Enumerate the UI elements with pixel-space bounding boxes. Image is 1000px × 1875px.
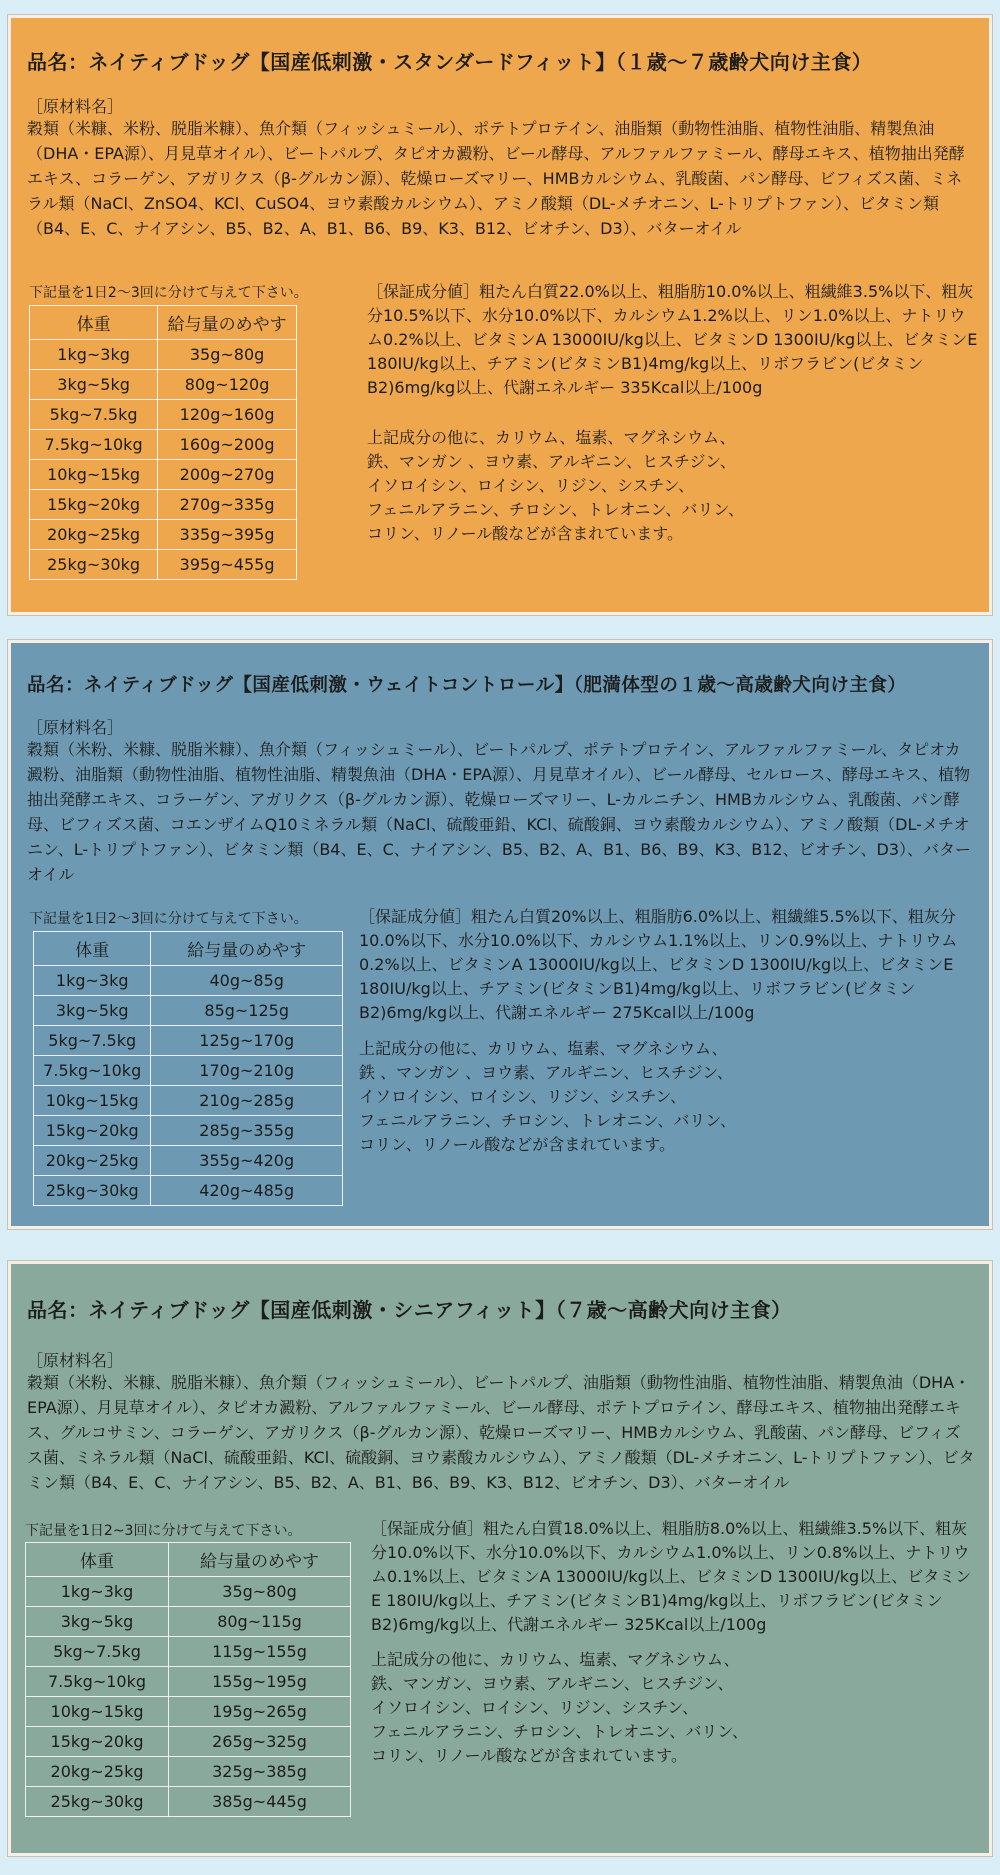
table-cell: 7.5kg~10kg — [26, 1667, 169, 1697]
guaranteed-analysis — [371, 1517, 981, 1637]
table-cell: 355g~420g — [151, 1146, 343, 1176]
table-cell: 25kg~30kg — [30, 550, 158, 580]
table-cell: 270g~335g — [158, 490, 297, 520]
table-cell: 1kg~3kg — [30, 340, 158, 370]
table-header-row — [34, 932, 343, 966]
table-cell: 25kg~30kg — [34, 1176, 151, 1206]
table-row — [34, 996, 343, 1026]
table-cell: 120g~160g — [158, 400, 297, 430]
guaranteed-label: ［保証成分値］ — [359, 907, 472, 926]
table-cell: 1kg~3kg — [26, 1577, 169, 1607]
table-header-row — [26, 1543, 351, 1577]
table-header-row — [30, 306, 297, 340]
other-line: フェニルアラニン、チロシン、トレオニン、バリン、 — [371, 1722, 749, 1741]
table-cell: 10kg~15kg — [34, 1086, 151, 1116]
table-cell: 15kg~20kg — [34, 1116, 151, 1146]
table-cell: 85g~125g — [151, 996, 343, 1026]
guaranteed-text: 粗たん白質18.0%以上、粗脂肪8.0%以上、粗繊維3.5%以下、粗灰分10.0%以下、水分10.0%以下、カルシウム1.0%以上、リン0.8%以上、ナトリウム0.1%以上、ビタミンA 13000IU/kg以上、ビタミンD 1300IU/kg以上、ビタミンE 180IU/kg以上、チアミン(ビタミンB1)4mg/kg以上、リボフラビン(ビタミンB2)6mg/kg以上、代謝エネルギー 325Kcal以上/100g — [371, 1519, 972, 1634]
feeding-note: 下記量を1日2～3回に分けて与えて下さい。 — [29, 285, 308, 301]
table-cell: 15kg~20kg — [26, 1727, 169, 1757]
table-cell: 10kg~15kg — [30, 460, 158, 490]
product-title: 品名：ネイティブドッグ【国産低刺激・スタンダードフィット】（１歳～７歳齢犬向け主食） — [27, 50, 873, 74]
table-cell: 7.5kg~10kg — [34, 1056, 151, 1086]
table-cell: 35g~80g — [169, 1577, 351, 1607]
table-cell: 285g~355g — [151, 1116, 343, 1146]
table-row — [26, 1607, 351, 1637]
table-row — [26, 1637, 351, 1667]
table-cell: 3kg~5kg — [34, 996, 151, 1026]
feeding-table — [33, 931, 343, 1206]
feeding-note: 下記量を1日2～3回に分けて与えて下さい。 — [29, 911, 308, 927]
table-cell: 195g~265g — [169, 1697, 351, 1727]
product-panel-weight-control — [8, 640, 992, 1229]
guaranteed-analysis — [359, 905, 981, 1025]
ingredients-text: 穀類（米糠、米粉、脱脂米糠）、魚介類（フィッシュミール）、ポテトプロテイン、油脂類（動物性油脂、植物性油脂、精製魚油（DHA・EPA源）、月見草オイル）、ビートパルプ、タピオカ澱粉、ビール酵母、アルファルファミール、酵母エキス、植物抽出発酵エキス、コラーゲン、アガリクス（β-グルカン源）、乾燥ローズマリー、HMBカルシウム、乳酸菌、パン酵母、ビフィズス菌、ミネラル類（NaCl、ZnSO4、KCl、CuSO4、ヨウ素酸カルシウム）、アミノ酸類（DL-メチオニン、L-トリプトファン）、ビタミン類（B4、E、C、ナイアシン、B5、B2、A、B1、B6、B9、K3、B12、ビオチン、D3）、バターオイル — [27, 119, 965, 238]
table-cell: 335g~395g — [158, 520, 297, 550]
table-row — [26, 1577, 351, 1607]
table-row — [26, 1787, 351, 1817]
other-line: コリン、リノール酸などが含まれています。 — [359, 1135, 676, 1154]
table-cell: 25kg~30kg — [26, 1787, 169, 1817]
table-cell: 3kg~5kg — [30, 370, 158, 400]
table-row — [30, 340, 297, 370]
ingredients-text: 穀類（米粉、米糠、脱脂米糠）、魚介類（フィッシュミール）、ビートパルプ、ポテトプロテイン、アルファルファミール、タピオカ澱粉、油脂類（動物性油脂、植物性油脂、精製魚油（DHA・EPA源）、月見草オイル）、ビール酵母、セルロース、酵母エキス、植物抽出発酵エキス、コラーゲン、アガリクス（β-グルカン源）、乾燥ローズマリー、L-カルニチン、HMBカルシウム、乳酸菌、パン酵母、ビフィズス菌、コエンザイムQ10ミネラル類（NaCl、硫酸亜鉛、KCl、硫酸銅、ヨウ素酸カルシウム）、アミノ酸類（DL-メチオニン、L-トリプトファン）、ビタミン類（B4、E、C、ナイアシン、B5、B2、A、B1、B6、B9、K3、B12、ビオチン、D3）、バターオイル — [27, 740, 971, 884]
table-cell: 20kg~25kg — [30, 520, 158, 550]
table-cell: 15kg~20kg — [30, 490, 158, 520]
table-cell: 210g~285g — [151, 1086, 343, 1116]
table-cell: 160g~200g — [158, 430, 297, 460]
other-line: 上記成分の他に、カリウム、塩素、マグネシウム、 — [371, 1650, 740, 1669]
table-row — [34, 1056, 343, 1086]
table-cell: 80g~120g — [158, 370, 297, 400]
ingredients-label: ［原材料名］ — [27, 97, 124, 116]
table-header-weight: 体重 — [26, 1543, 169, 1577]
table-cell: 7.5kg~10kg — [30, 430, 158, 460]
ingredients-label: ［原材料名］ — [27, 718, 124, 737]
table-header-amount: 給与量のめやす — [169, 1543, 351, 1577]
other-line: 鉄、マンガン、ヨウ素、アルギニン、ヒスチジン、 — [371, 1674, 734, 1693]
table-row — [34, 1176, 343, 1206]
table-row — [34, 1086, 343, 1116]
table-cell: 385g~445g — [169, 1787, 351, 1817]
ingredients-text: 穀類（米粉、米糠、脱脂米糠）、魚介類（フィッシュミール）、ビートパルプ、油脂類（動物性油脂、植物性油脂、精製魚油（DHA・EPA源）、月見草オイル）、タピオカ澱粉、アルファルファミール、ビール酵母、ポテトプロテイン、酵母エキス、植物抽出発酵エキス、グルコサミン、コラーゲン、アガリクス（β-グルカン源）、乾燥ローズマリー、HMBカルシウム、乳酸菌、パン酵母、ビフィズス菌、ミネラル類（NaCl、硫酸亜鉛、KCl、硫酸銅、ヨウ素酸カルシウム）、アミノ酸類（DL-メチオニン、L-トリプトファン）、ビタミン類（B4、E、C、ナイアシン、B5、B2、A、B1、B6、B9、K3、B12、ビオチン、D3）、バターオイル — [27, 1373, 975, 1492]
other-line: フェニルアラニン、チロシン、トレオニン、バリン、 — [367, 500, 745, 519]
table-row — [30, 490, 297, 520]
table-cell: 20kg~25kg — [34, 1146, 151, 1176]
table-cell: 200g~270g — [158, 460, 297, 490]
other-line: 上記成分の他に、カリウム、塩素、マグネシウム、 — [367, 428, 736, 447]
other-line: コリン、リノール酸などが含まれています。 — [371, 1746, 688, 1765]
table-cell: 170g~210g — [151, 1056, 343, 1086]
other-line: イソロイシン、ロイシン、リジン、シスチン、 — [367, 476, 695, 495]
table-row — [34, 1026, 343, 1056]
other-nutrients — [367, 426, 744, 546]
table-cell: 325g~385g — [169, 1757, 351, 1787]
table-cell: 420g~485g — [151, 1176, 343, 1206]
table-cell: 155g~195g — [169, 1667, 351, 1697]
table-cell: 10kg~15kg — [26, 1697, 169, 1727]
table-header-amount: 給与量のめやす — [151, 932, 343, 966]
table-row — [30, 400, 297, 430]
guaranteed-label: ［保証成分値］ — [371, 1519, 484, 1538]
other-nutrients — [371, 1648, 748, 1768]
table-row — [30, 460, 297, 490]
ingredients-label: ［原材料名］ — [27, 1351, 124, 1370]
table-cell: 125g~170g — [151, 1026, 343, 1056]
table-row — [34, 1146, 343, 1176]
table-row — [30, 370, 297, 400]
table-cell: 5kg~7.5kg — [30, 400, 158, 430]
table-row — [30, 430, 297, 460]
table-cell: 115g~155g — [169, 1637, 351, 1667]
table-header-amount: 給与量のめやす — [158, 306, 297, 340]
table-row — [26, 1757, 351, 1787]
feeding-table — [29, 305, 297, 580]
product-panel-senior — [8, 1261, 992, 1856]
table-row — [26, 1697, 351, 1727]
feeding-note: 下記量を1日2~3回に分けて与えて下さい。 — [25, 1523, 302, 1539]
other-line: 鉄 、マンガン 、ヨウ素、アルギニン、ヒスチジン、 — [359, 1063, 733, 1082]
table-cell: 20kg~25kg — [26, 1757, 169, 1787]
other-line: イソロイシン、ロイシン、リジン、シスチン、 — [359, 1087, 687, 1106]
table-cell: 1kg~3kg — [34, 966, 151, 996]
table-row — [34, 966, 343, 996]
other-nutrients — [359, 1037, 736, 1157]
other-line: イソロイシン、ロイシン、リジン、シスチン、 — [371, 1698, 699, 1717]
guaranteed-text: 粗たん白質20%以上、粗脂肪6.0%以上、粗繊維5.5%以下、粗灰分10.0%以下、水分10.0%以下、カルシウム1.1%以上、リン0.9%以上、ナトリウム0.2%以上、ビタミンA 13000IU/kg以上、ビタミンD 1300IU/kg以上、ビタミンE 180IU/kg以上、チアミン(ビタミンB1)4mg/kg以上、リボフラビン(ビタミンB2)6mg/kg以上、代謝エネルギー 275Kcal以上/100g — [359, 907, 958, 1022]
table-cell: 80g~115g — [169, 1607, 351, 1637]
other-line: フェニルアラニン、チロシン、トレオニン、バリン、 — [359, 1111, 737, 1130]
guaranteed-analysis — [367, 280, 979, 400]
table-cell: 5kg~7.5kg — [26, 1637, 169, 1667]
table-header-weight: 体重 — [34, 932, 151, 966]
product-title: 品名：ネイティブドッグ【国産低刺激・ウェイトコントロール】（肥満体型の１歳～高歳齢犬向け主食） — [27, 675, 907, 696]
table-row — [34, 1116, 343, 1146]
other-line: 鉄、マンガン 、ヨウ素、アルギニン、ヒスチジン、 — [367, 452, 736, 471]
table-row — [30, 550, 297, 580]
guaranteed-label: ［保証成分値］ — [367, 282, 480, 301]
table-cell: 395g~455g — [158, 550, 297, 580]
table-cell: 40g~85g — [151, 966, 343, 996]
product-title: 品名：ネイティブドッグ【国産低刺激・シニアフィット】（７歳～高齢犬向け主食） — [27, 1298, 792, 1322]
table-row — [26, 1667, 351, 1697]
feeding-table — [25, 1542, 351, 1817]
other-line: コリン、リノール酸などが含まれています。 — [367, 524, 684, 543]
table-cell: 35g~80g — [158, 340, 297, 370]
guaranteed-text: 粗たん白質22.0%以上、粗脂肪10.0%以上、粗繊維3.5%以下、粗灰分10.5%以下、水分10.0%以下、カルシウム1.2%以上、リン1.0%以上、ナトリウム0.2%以上、ビタミンA 13000IU/kg以上、ビタミンD 1300IU/kg以上、ビタミンE 180IU/kg以上、チアミン(ビタミンB1)4mg/kg以上、リボフラビン(ビタミンB2)6mg/kg以上、代謝エネルギー 335Kcal以上/100g — [367, 282, 978, 397]
table-header-weight: 体重 — [30, 306, 158, 340]
table-cell: 5kg~7.5kg — [34, 1026, 151, 1056]
other-line: 上記成分の他に、カリウム、塩素、マグネシウム、 — [359, 1039, 728, 1058]
table-row — [30, 520, 297, 550]
table-row — [26, 1727, 351, 1757]
table-cell: 3kg~5kg — [26, 1607, 169, 1637]
product-panel-standard — [8, 15, 992, 615]
table-cell: 265g~325g — [169, 1727, 351, 1757]
